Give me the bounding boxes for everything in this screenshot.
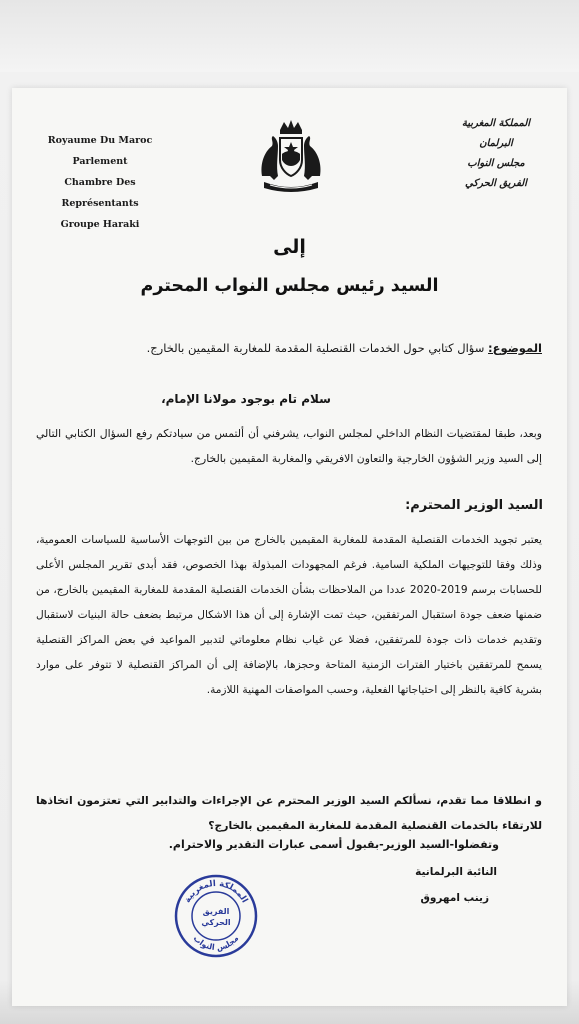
letterhead-arabic bbox=[441, 114, 551, 194]
letterhead-line: Groupe Haraki bbox=[60, 219, 140, 230]
letterhead-french bbox=[30, 130, 170, 235]
signature-name: زينب امهروق bbox=[420, 892, 489, 904]
letterhead-line: البرلمان bbox=[479, 138, 513, 149]
recipient-title: السيد رئيس مجلس النواب المحترم bbox=[140, 276, 439, 296]
letterhead-line: Royaume Du Maroc bbox=[47, 135, 153, 146]
minister-salutation: السيد الوزير المحترم: bbox=[405, 498, 543, 513]
letterhead-line: مجلس النواب bbox=[467, 158, 525, 169]
greeting: سلام تام بوجود مولانا الإمام، bbox=[161, 392, 331, 406]
letterhead-line: Parlement bbox=[72, 156, 128, 167]
closing-salute: وتفضلوا-السيد الوزير-بقبول أسمى عبارات التقدير والاحترام. bbox=[168, 838, 499, 851]
main-paragraph: يعتبر تجويد الخدمات القنصلية المقدمة للمغاربة المقيمين بالخارج من بين التوجهات الأساسية للسياسات العمومية، وذلك وفقا للتوجيهات الملكية السامية. فرغم المجهودات المبذولة بهذا الخصوص، فقد أبدى تقرير المجلس الأعلى للحسابات برسم 2019-2020 عددا من الملاحظات بشأن الخدمات القنصلية المقدمة للمغاربة المقيمين بالخارج، من ضمنها ضعف جودة استقبال المرتفقين، حيث تمت الإشارة إلى أن هذا الاشكال مرتبط بضعف حالة البنيات لاستقبال وتقديم خدمات ذات جودة للمرتفقين، فضلا عن غياب نظام معلوماتي لتدبير المواعيد في بعض المراكز القنصلية يسمح للمرتفقين باختيار الفترات الزمنية المتاحة وحجزها، بالإضافة إلى أن المراكز القنصلية لا تتوفر على موارد بشرية كافية بالنظر إلى احتياجاتها الفعلية، وحسب المواصفات المهنية اللازمة. bbox=[36, 534, 543, 696]
intro-paragraph: وبعد، طبقا لمقتضيات النظام الداخلي لمجلس النواب، يشرفني أن ألتمس من سيادتكم رفع السؤال الكتابي التالي إلى السيد وزير الشؤون الخارجية والتعاون الافريقي والمغاربة المقيمين بالخارج. bbox=[36, 427, 542, 465]
subject-line bbox=[36, 336, 542, 361]
address-to: إلى bbox=[273, 236, 306, 258]
stamp-center-line-2: الحركي bbox=[201, 918, 231, 927]
moroccan-royal-coat-of-arms-icon bbox=[256, 116, 326, 194]
signature-title: النائبة البرلمانية bbox=[415, 866, 497, 878]
letterhead-line: الفريق الحركي bbox=[465, 178, 527, 189]
letterhead-line: Chambre Des Représentants bbox=[61, 177, 139, 209]
stamp-top-text: المملكة المغربية bbox=[182, 878, 250, 905]
top-blank-strip bbox=[0, 0, 579, 72]
closing-question: و انطلاقا مما تقدم، نسألكم السيد الوزير المحترم عن الإجراءات والتدابير التي تعتزمون اتخاذها للارتقاء بالخدمات القنصلية المقدمة للمغاربة المقيمين بالخارج؟ bbox=[36, 794, 542, 832]
stamp-center-line-1: الفريق bbox=[202, 907, 230, 916]
party-stamp bbox=[172, 872, 260, 960]
subject-label: الموضوع: bbox=[488, 341, 542, 355]
stamp-bottom-text: مجلس النواب bbox=[191, 933, 241, 953]
svg-text:مجلس النواب bbox=[192, 934, 241, 954]
letterhead-line: المملكة المغربية bbox=[461, 118, 531, 129]
subject-text: سؤال كتابي حول الخدمات القنصلية المقدمة للمغاربة المقيمين بالخارج. bbox=[146, 341, 489, 355]
